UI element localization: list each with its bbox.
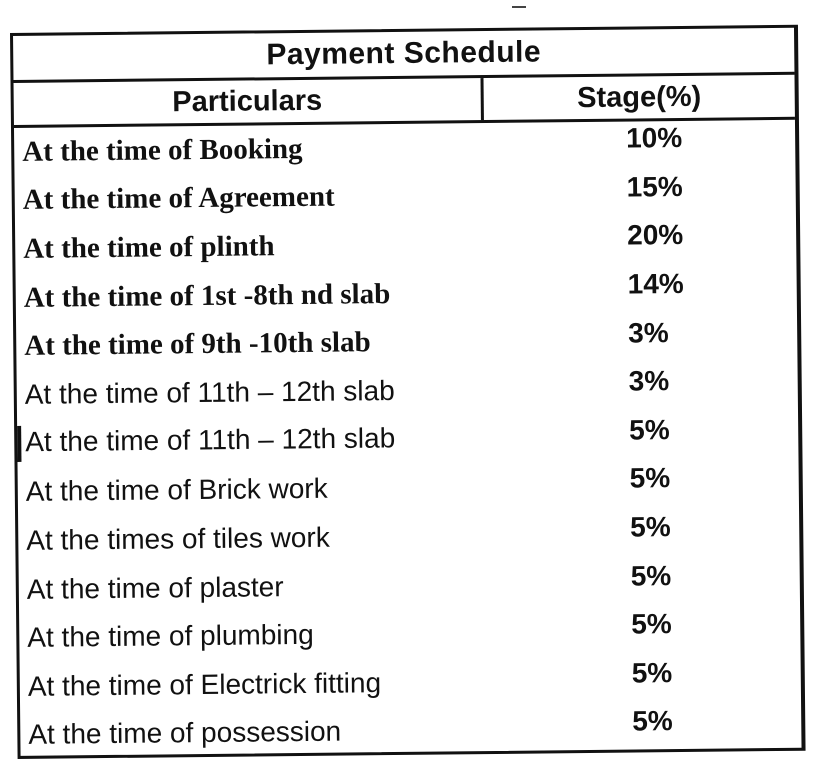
table-row [14, 120, 795, 177]
stage-cell: 5% [630, 559, 672, 592]
table-row [20, 654, 801, 711]
stage-cell: 5% [631, 656, 673, 689]
margin-marker [17, 426, 21, 462]
stage-cell: 3% [628, 316, 669, 349]
table-row [18, 460, 799, 517]
stage-cell: 5% [631, 608, 672, 640]
stage-cell: 3% [628, 365, 670, 397]
column-header-particulars: Particulars [14, 78, 484, 125]
stage-cell: 14% [627, 268, 684, 300]
particular-cell: At the time of Brick work [25, 473, 328, 508]
particular-cell: At the time of Booking [22, 132, 303, 168]
table-row [15, 217, 796, 274]
particular-cell: At the time of 9th -10th slab [24, 326, 371, 363]
particular-cell: At the time of plumbing [27, 619, 314, 654]
payment-schedule-table [10, 25, 806, 759]
table-row [18, 509, 799, 566]
table-row [16, 266, 797, 323]
particular-cell: At the time of plaster [26, 570, 284, 605]
particular-cell: At the time of possession [28, 715, 342, 751]
table-row [16, 314, 797, 371]
particular-cell: At the time of plinth [23, 230, 275, 265]
scan-mark [512, 6, 526, 8]
stage-cell: 10% [625, 122, 683, 154]
table-row [17, 363, 798, 420]
table-row [17, 411, 798, 468]
table-body [14, 120, 802, 760]
particular-cell: At the time of 1st -8th nd slab [23, 277, 391, 314]
stage-cell: 15% [626, 170, 683, 203]
table-row [19, 557, 800, 614]
table-row [15, 168, 796, 225]
particular-cell: At the time of Agreement [22, 181, 335, 217]
particular-cell-with-marker [17, 420, 585, 462]
stage-cell: 20% [626, 219, 684, 252]
particular-cell: At the time of 11th – 12th slab [24, 375, 395, 411]
table-header-row [14, 75, 795, 128]
stage-cell: 5% [629, 462, 671, 494]
stage-cell: 5% [629, 413, 670, 446]
stage-cell: 5% [630, 511, 671, 543]
table-row [19, 606, 800, 663]
particular-cell: At the time of 11th – 12th slab [25, 422, 396, 458]
stage-cell: 5% [632, 705, 673, 737]
table-title: Payment Schedule [13, 28, 794, 83]
table-row [20, 703, 801, 760]
column-header-stage: Stage(%) [576, 80, 702, 114]
particular-cell: At the times of tiles work [26, 521, 330, 556]
particular-cell: At the time of Electrick fitting [27, 666, 382, 702]
